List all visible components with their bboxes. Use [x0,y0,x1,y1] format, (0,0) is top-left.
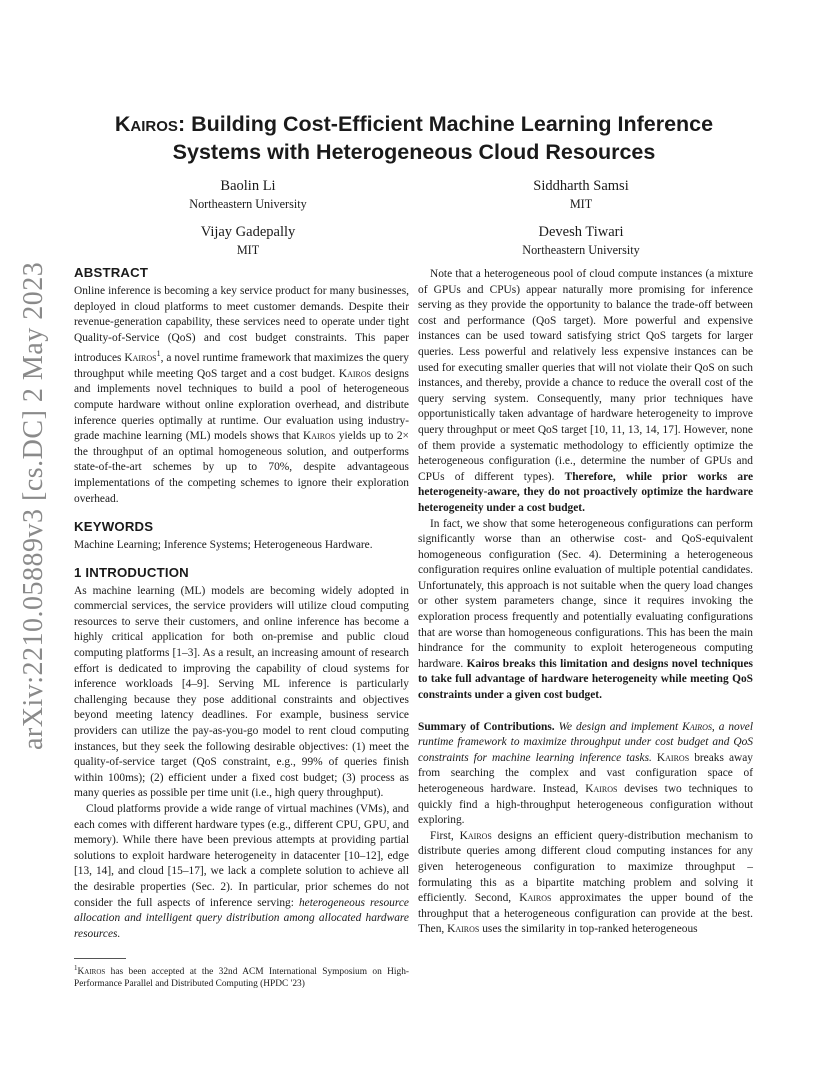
title-line-1-text: : Building Cost-Efficient Machine Learning Inference [177,112,714,136]
author-name: Baolin Li [220,178,276,194]
author-1 [118,177,378,213]
author-affiliation: Northeastern University [189,197,307,211]
intro-paragraph-1: As machine learning (ML) models are becoming widely adopted in commercial services, the service providers will utilize cloud computing resources to serve their customers, and online inference has become a highly critical application for both on-premise and public cloud computing platforms [1–3]. As a result, an increasing amount of research effort is dedicated to improving the capability of cloud systems for inference workloads [4–9]. Serving ML inference is particularly challenging because they pose additional constraints and objectives beyond meeting latency deadlines. For example, business service providers can utilize the pay-as-you-go model to rent cloud computing instances, but they seek the following desirable objectives: (1) meet the quality-of-service target (QoS constraint, e.g., 99% of queries finish within 100ms); (2) efficient under a fixed cost budget; (3) process as many queries as possible per time unit (i.e., high query throughput). [74,584,409,800]
arxiv-sidebar [14,261,54,750]
title-line-2: Systems with Heterogeneous Cloud Resources [172,140,656,164]
title-line-1 [74,110,754,138]
author-name: Devesh Tiwari [538,224,624,240]
arxiv-identifier: arXiv:2210.05889v3 [cs.DC] 2 May 2023 [18,261,49,750]
author-name: Vijay Gadepally [200,224,296,240]
author-2 [451,177,711,213]
paper-title [74,110,754,166]
right-column [418,267,753,938]
footnote: $^1$Kairos has been accepted at the 32nd ACM International Symposium on High-Performance Parallel and Distributed Computing (HPDC '23) [74,964,409,990]
author-affiliation: Northeastern University [522,243,640,257]
author-name: Siddharth Samsi [533,178,629,194]
intro-paragraph-2: Cloud platforms provide a wide range of virtual machines (VMs), and each comes with different hardware types (e.g., different CPU, GPU, and memory). While there have been previous attempts at providing partial solutions to exploit hardware heterogeneity in datacenter [10–12], edge [13, 14], and cloud [15–17], we lack a complete solution to achieve all the desirable properties (Sec. 2). In particular, prior schemes do not consider the full aspects of inference serving: heterogeneous resource allocation and intelligent query distribution among allocated hardware resources. [74,803,409,940]
right-paragraph-2: In fact, we show that some heterogeneous configurations can perform significantly worse than an otherwise cost- and QoS-equivalent homogeneous configuration (Sec. 4). Determining a heterogeneous configuration requires online evaluation of multiple potential candidates. Unfortunately, this approach is not suitable when the query load changes or other system parameters change, since it requires invoking the exploration process frequently and potentially evaluating configurations that are worse than homogeneous configurations. This has been the main hindrance for the community to exploit heterogeneous computing hardware. Kairos breaks this limitation and designs novel techniques to take full advantage of hardware heterogeneity while meeting QoS constraints under a given cost budget. [418,517,753,702]
right-paragraph-4: First, Kairos designs an efficient query-distribution mechanism to distribute queries among different cloud computing instances for any given heterogeneous configuration to maximize throughput – formulating this as a bipartite matching problem and solving it efficiently. Second, Kairos approximates the upper bound of the throughput that a heterogeneous configuration can provide at the best. Then, Kairos uses the similarity in top-ranked heterogeneous [418,829,753,936]
title-system-name: Kairos [114,112,178,136]
keywords-text: Machine Learning; Inference Systems; Heterogeneous Hardware. [74,539,373,552]
introduction-heading: 1 INTRODUCTION [74,564,189,580]
contributions-paragraph: Summary of Contributions. We design and implement Kairos, a novel runtime framework to maximize throughput under cost budget and QoS constraints for machine learning inference tasks. Kairos breaks away from searching the complex and vast configuration space of heterogeneous hardware. Instead, Kairos devises two techniques to quickly find a high-throughput heterogeneous configuration without exploring. [418,720,753,827]
abstract-text: Online inference is becoming a key service product for many businesses, deployed in cloud platforms to meet customer demands. Despite their revenue-generation capability, these services need to operate under tight Quality-of-Service (QoS) and cost budget constraints. This paper introduces Kairos$^1$, a novel runtime framework that maximizes the query throughput while meeting QoS target and a cost budget. Kairos designs and implements novel techniques to build a pool of heterogeneous compute hardware without online exploration overhead, and distribute inference queries optimally at runtime. Our evaluation using industry-grade machine learning (ML) models shows that Kairos yields up to 2× the throughput of an optimal homogeneous solution, and outperforms state-of-the-art schemes by up to 70%, despite advantageous implementations of the competing schemes to ignore their exploration overhead. [74,285,409,505]
author-affiliation: MIT [569,197,593,211]
author-4 [451,223,711,259]
keywords-heading: KEYWORDS [74,519,154,535]
right-paragraph-1: Note that a heterogeneous pool of cloud compute instances (a mixture of GPUs and CPUs) appear naturally more promising for inference serving as they provide the opportunity to balance the trade-off between cost and performance (QoS target). More powerful and expensive instances can be used toward satisfying strict QoS targets for larger queries. Less powerful and relatively less expensive instances can be used for executing smaller queries that will not violate their QoS on such instances, and thereby, provide a chance to reduce the overall cost of the query serving system. Consequently, many prior techniques have opportunistically taken advantage of hardware heterogeneity to improve query throughput or meet QoS target [10, 11, 13, 14, 17]. However, none of them provide a systematic methodology to efficiently optimize the heterogeneous configuration (i.e., determine the number of GPUs and CPUs of different types). Therefore, while prior works are heterogeneity-aware, they do not proactively optimize the hardware heterogeneity under a cost budget. [418,268,753,514]
left-column [74,265,409,990]
footnote-rule [74,958,126,959]
author-3 [118,223,378,259]
author-affiliation: MIT [236,243,260,257]
abstract-heading: ABSTRACT [74,265,149,280]
